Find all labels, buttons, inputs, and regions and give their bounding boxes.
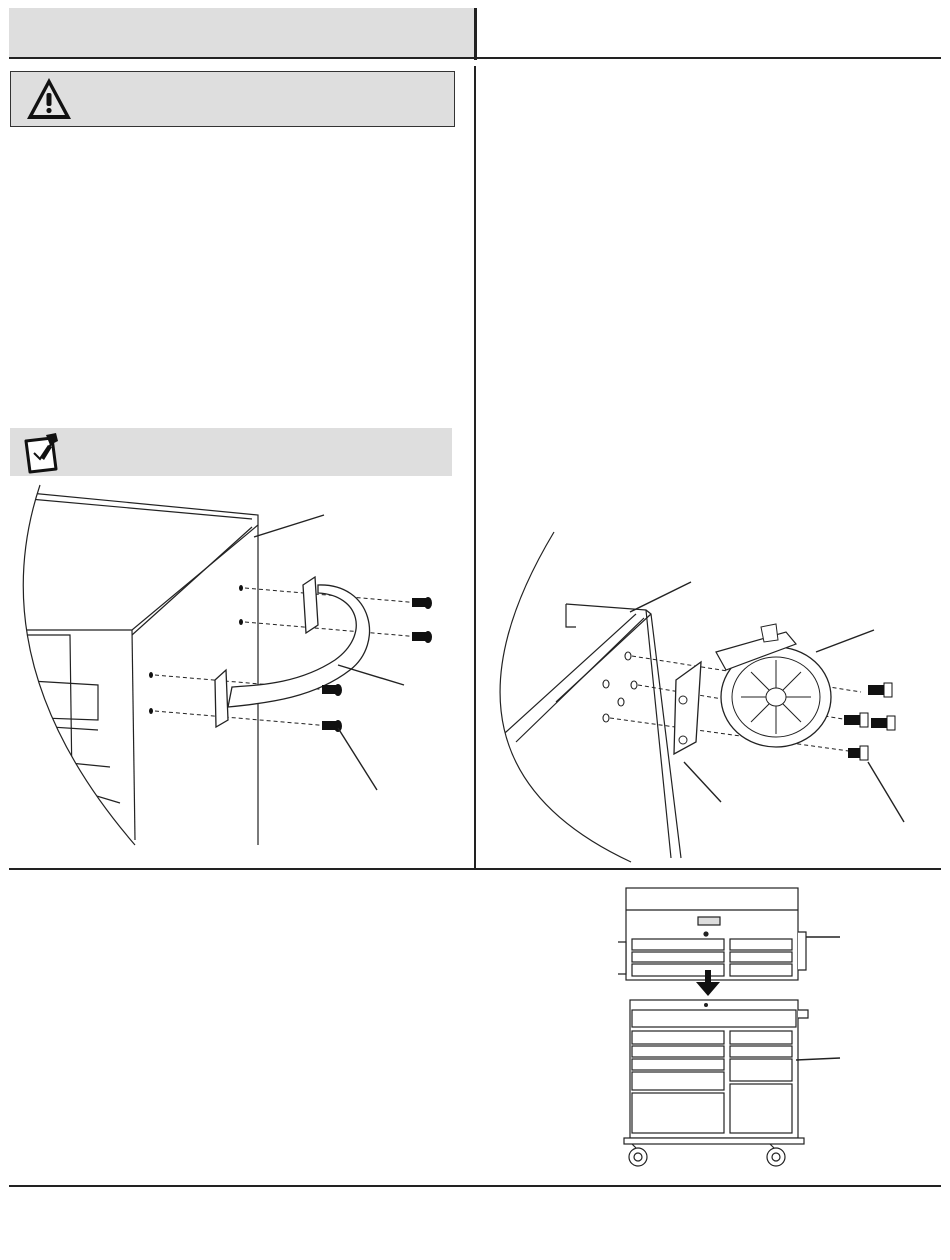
caster-installation-illustration (476, 532, 946, 862)
section-divider-bottom (9, 1185, 941, 1187)
header-underline (9, 57, 941, 59)
warning-triangle-icon (25, 76, 75, 122)
warning-banner (10, 71, 455, 127)
header-divider (474, 8, 477, 60)
note-banner (10, 428, 452, 476)
section-divider-top (9, 868, 941, 870)
handle-installation-illustration (0, 485, 470, 845)
header-title-panel (9, 8, 475, 58)
note-pencil-icon (22, 431, 62, 475)
tool-chest-stacking-illustration (610, 882, 850, 1172)
